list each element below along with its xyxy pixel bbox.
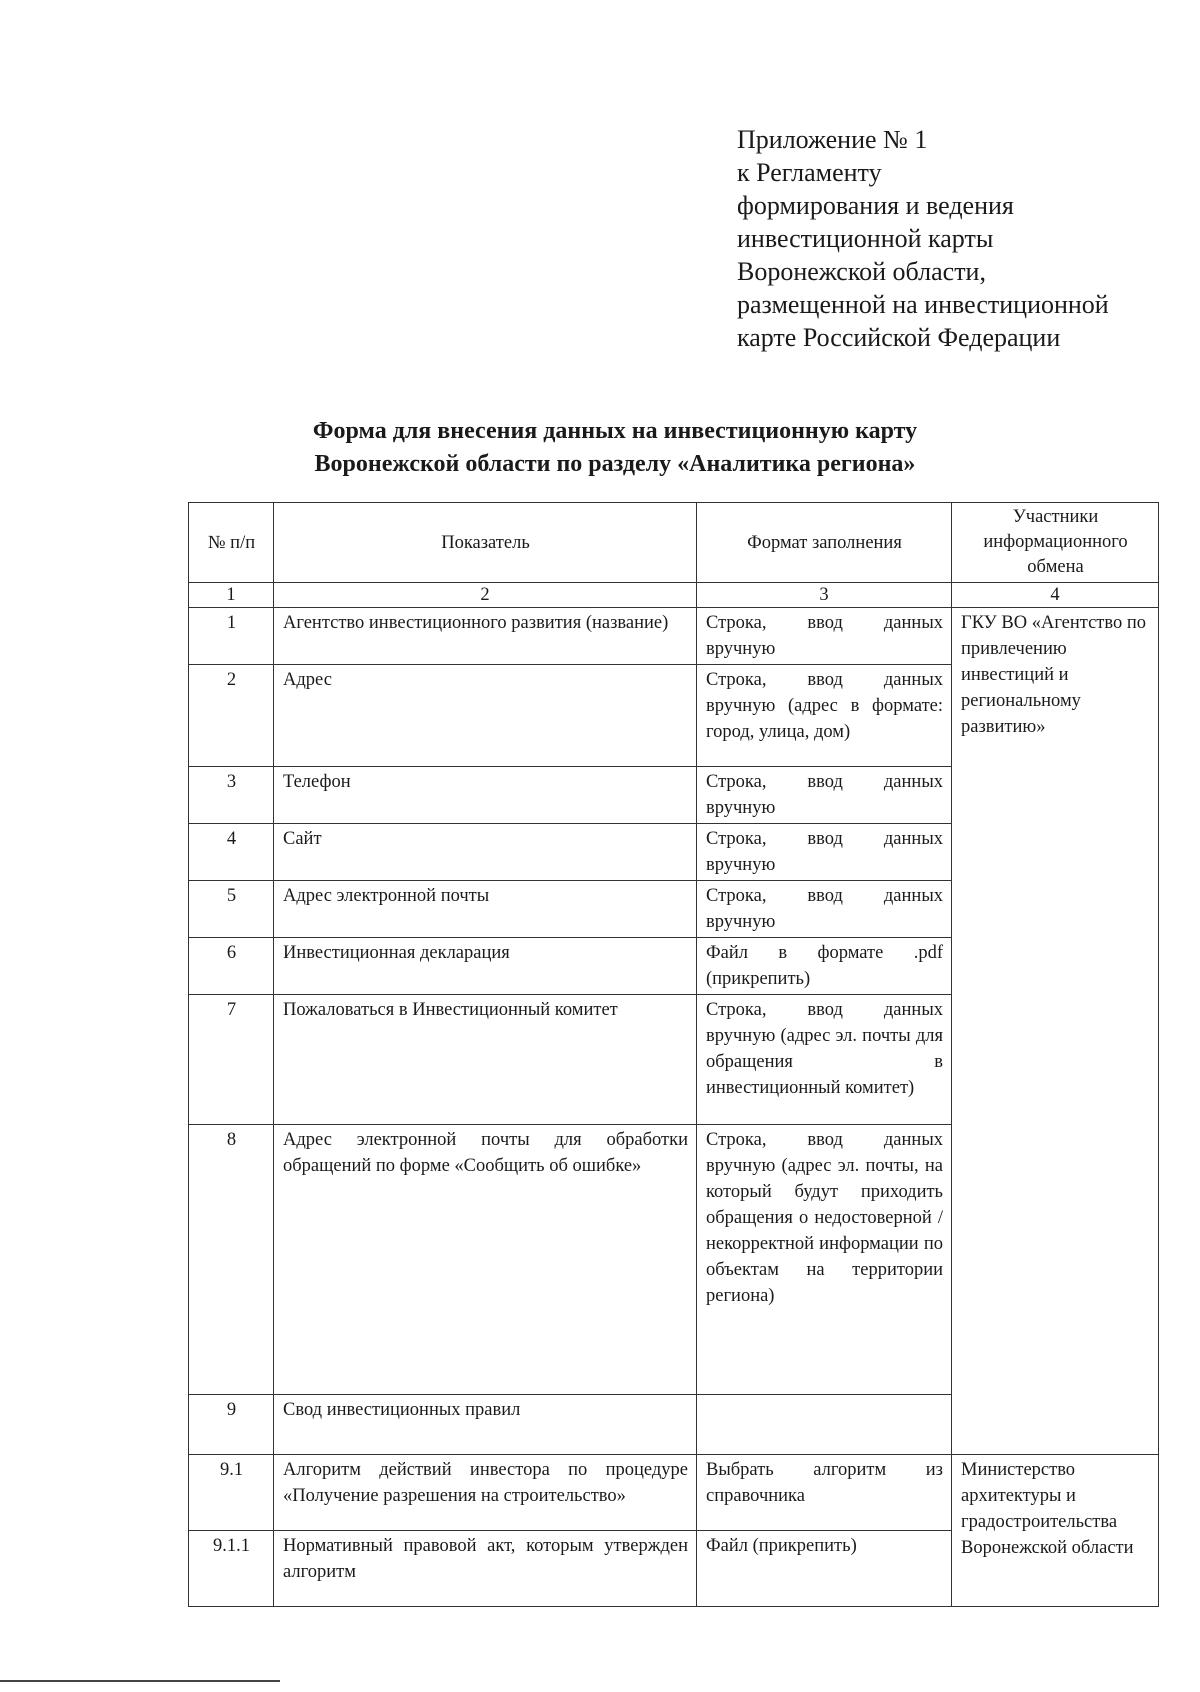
column-number: 3 <box>697 583 952 608</box>
appendix-line: карте Российской Федерации <box>737 323 1061 352</box>
column-numbers-row <box>189 583 1159 608</box>
row-format: Строка, ввод данных вручную (адрес эл. почты для обращения в инвестиционный комитет) <box>697 995 952 1125</box>
row-format: Выбрать алгоритм из справочника <box>697 1455 952 1531</box>
row-indicator: Нормативный правовой акт, которым утвержден алгоритм <box>274 1531 697 1607</box>
row-number: 5 <box>189 881 274 938</box>
row-number: 4 <box>189 824 274 881</box>
row-indicator: Сайт <box>274 824 697 881</box>
row-indicator: Инвестиционная декларация <box>274 938 697 995</box>
row-number: 2 <box>189 665 274 767</box>
row-number: 3 <box>189 767 274 824</box>
appendix-line: к Регламенту <box>737 158 882 187</box>
row-format: Строка, ввод данных вручную <box>697 824 952 881</box>
scan-edge-line <box>0 1680 280 1682</box>
appendix-line: формирования и ведения <box>737 191 1014 220</box>
row-indicator: Пожаловаться в Инвестиционный комитет <box>274 995 697 1125</box>
row-format: Строка, ввод данных вручную <box>697 767 952 824</box>
row-number: 7 <box>189 995 274 1125</box>
header-participants: Участники информационного обмена <box>952 503 1159 583</box>
appendix-line: Приложение № 1 <box>737 125 928 154</box>
table-header-row <box>189 503 1159 583</box>
column-number: 1 <box>189 583 274 608</box>
appendix-line: размещенной на инвестиционной <box>737 290 1109 319</box>
row-number: 9.1.1 <box>189 1531 274 1607</box>
table-row <box>189 1455 1159 1531</box>
header-num: № п/п <box>189 503 274 583</box>
row-indicator: Адрес электронной почты <box>274 881 697 938</box>
row-indicator: Алгоритм действий инвестора по процедуре «Получение разрешения на строительство» <box>274 1455 697 1531</box>
row-indicator: Адрес электронной почты для обработки обращений по форме «Сообщить об ошибке» <box>274 1125 697 1395</box>
header-indicator: Показатель <box>274 503 697 583</box>
row-indicator: Телефон <box>274 767 697 824</box>
row-number: 9 <box>189 1395 274 1455</box>
title-line-2: Воронежской области по разделу «Аналитика региона» <box>314 451 916 477</box>
row-number: 6 <box>189 938 274 995</box>
appendix-line: Воронежской области, <box>737 257 986 286</box>
appendix-line: инвестиционной карты <box>737 224 994 253</box>
title-line-1: Форма для внесения данных на инвестиционную карту <box>312 418 918 444</box>
data-form-table <box>188 502 1159 1607</box>
row-format: Строка, ввод данных вручную <box>697 608 952 665</box>
row-format: Строка, ввод данных вручную <box>697 881 952 938</box>
row-format: Строка, ввод данных вручную (адрес в формате: город, улица, дом) <box>697 665 952 767</box>
participants-ministry: Министерство архитектуры и градостроительства Воронежской области <box>952 1455 1159 1607</box>
table-row <box>189 608 1159 665</box>
header-format: Формат заполнения <box>697 503 952 583</box>
row-indicator: Агентство инвестиционного развития (название) <box>274 608 697 665</box>
row-indicator: Адрес <box>274 665 697 767</box>
document-title <box>200 415 1030 481</box>
row-format: Файл в формате .pdf (прикрепить) <box>697 938 952 995</box>
row-number: 9.1 <box>189 1455 274 1531</box>
participants-agency: ГКУ ВО «Агентство по привлечению инвестиций и региональному развитию» <box>952 608 1159 1455</box>
row-indicator: Свод инвестиционных правил <box>274 1395 697 1455</box>
row-format: Файл (прикрепить) <box>697 1531 952 1607</box>
row-number: 1 <box>189 608 274 665</box>
row-format: Строка, ввод данных вручную (адрес эл. почты, на который будут приходить обращения о недостоверной / некорректной информации по объектам на территории региона) <box>697 1125 952 1395</box>
column-number: 4 <box>952 583 1159 608</box>
column-number: 2 <box>274 583 697 608</box>
row-format <box>697 1395 952 1455</box>
row-number: 8 <box>189 1125 274 1395</box>
appendix-header <box>737 123 1177 354</box>
